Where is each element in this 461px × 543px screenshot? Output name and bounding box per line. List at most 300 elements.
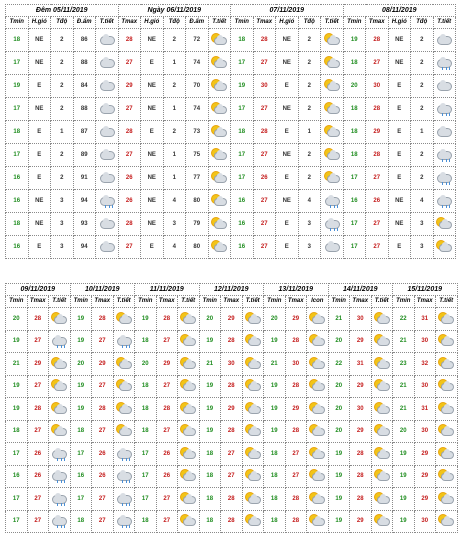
value-cell: 77: [186, 167, 209, 190]
column-header: Tmax: [118, 17, 141, 29]
value-cell: 18: [343, 98, 366, 121]
weather-cell: [113, 443, 135, 466]
table-row: [6, 330, 458, 353]
weather-icon: [436, 171, 452, 185]
value-cell: 18: [6, 213, 29, 236]
value-cell: 29: [350, 330, 372, 353]
weather-icon: [309, 492, 325, 506]
value-cell: 2: [51, 144, 74, 167]
value-cell: 19: [264, 420, 286, 443]
weather-icon: [438, 379, 454, 393]
weather-cell: [49, 308, 71, 331]
value-cell: 21: [199, 353, 221, 376]
forecast-table-top: [5, 4, 456, 259]
column-header: H.gió: [276, 17, 299, 29]
weather-icon: [99, 102, 115, 116]
value-cell: 27: [285, 443, 307, 466]
day-header: 14/11/2019: [328, 284, 393, 296]
weather-cell: [113, 420, 135, 443]
weather-icon: [309, 334, 325, 348]
weather-cell: [321, 236, 344, 259]
value-cell: 27: [27, 420, 49, 443]
value-cell: 89: [73, 144, 96, 167]
value-cell: 27: [27, 510, 49, 533]
value-cell: 26: [92, 443, 114, 466]
column-header: H.gió: [141, 17, 164, 29]
value-cell: 29: [414, 443, 436, 466]
weather-icon: [51, 492, 67, 506]
value-cell: 1: [298, 121, 321, 144]
value-cell: 18: [199, 488, 221, 511]
column-header: Tmin: [6, 296, 28, 308]
table-row: [6, 510, 458, 533]
value-cell: 19: [70, 398, 92, 421]
value-cell: 19: [264, 398, 286, 421]
weather-icon: [324, 148, 340, 162]
weather-icon: [438, 402, 454, 416]
value-cell: 27: [92, 375, 114, 398]
table-row: [6, 375, 458, 398]
weather-icon: [374, 424, 390, 438]
weather-icon: [436, 240, 452, 254]
table-row: [6, 29, 456, 52]
value-cell: NE: [141, 98, 164, 121]
weather-icon: [211, 79, 227, 93]
weather-icon: [374, 312, 390, 326]
value-cell: 18: [70, 420, 92, 443]
value-cell: 31: [414, 398, 436, 421]
weather-cell: [242, 488, 264, 511]
value-cell: 28: [92, 308, 114, 331]
weather-icon: [180, 469, 196, 483]
value-cell: 28: [118, 29, 141, 52]
value-cell: 94: [73, 236, 96, 259]
value-cell: 22: [328, 353, 350, 376]
value-cell: 28: [221, 510, 243, 533]
value-cell: 19: [199, 420, 221, 443]
weather-cell: [96, 121, 119, 144]
weather-cell: [242, 510, 264, 533]
value-cell: 1: [163, 98, 186, 121]
value-cell: 84: [73, 75, 96, 98]
value-cell: 26: [27, 443, 49, 466]
day-header: 12/11/2019: [199, 284, 264, 296]
value-cell: 28: [285, 488, 307, 511]
weather-cell: [307, 330, 329, 353]
weather-icon: [245, 379, 261, 393]
weather-icon: [99, 194, 115, 208]
value-cell: 19: [135, 308, 157, 331]
column-header: T.tiết: [113, 296, 135, 308]
weather-cell: [371, 465, 393, 488]
value-cell: 28: [285, 330, 307, 353]
value-cell: 28: [27, 398, 49, 421]
value-cell: 26: [253, 167, 276, 190]
weather-cell: [208, 144, 231, 167]
weather-cell: [208, 190, 231, 213]
value-cell: 29: [414, 465, 436, 488]
value-cell: 19: [328, 443, 350, 466]
value-cell: 18: [231, 121, 254, 144]
weather-cell: [307, 443, 329, 466]
value-cell: 18: [135, 375, 157, 398]
day-header: 08/11/2019: [343, 5, 456, 17]
weather-icon: [324, 56, 340, 70]
value-cell: 27: [156, 488, 178, 511]
value-cell: 28: [221, 375, 243, 398]
value-cell: 30: [253, 75, 276, 98]
value-cell: 2: [411, 144, 434, 167]
weather-cell: [307, 465, 329, 488]
value-cell: 27: [92, 330, 114, 353]
value-cell: 28: [221, 420, 243, 443]
weather-cell: [178, 443, 200, 466]
value-cell: 28: [156, 308, 178, 331]
weather-cell: [208, 75, 231, 98]
value-cell: 28: [92, 398, 114, 421]
value-cell: 26: [118, 190, 141, 213]
weather-icon: [324, 194, 340, 208]
value-cell: 19: [393, 443, 415, 466]
weather-icon: [180, 334, 196, 348]
value-cell: NE: [388, 213, 411, 236]
value-cell: 4: [163, 236, 186, 259]
value-cell: 19: [199, 398, 221, 421]
value-cell: 18: [135, 398, 157, 421]
value-cell: NE: [28, 213, 51, 236]
value-cell: 1: [163, 144, 186, 167]
value-cell: 23: [393, 353, 415, 376]
weather-icon: [116, 492, 132, 506]
column-header: Icon: [307, 296, 329, 308]
value-cell: 27: [253, 52, 276, 75]
value-cell: 18: [70, 510, 92, 533]
value-cell: 28: [350, 488, 372, 511]
value-cell: 30: [350, 398, 372, 421]
value-cell: 70: [186, 75, 209, 98]
column-header: T.tiết: [178, 296, 200, 308]
value-cell: NE: [276, 144, 299, 167]
weather-icon: [99, 79, 115, 93]
value-cell: 74: [186, 98, 209, 121]
value-cell: 16: [6, 190, 29, 213]
weather-icon: [116, 402, 132, 416]
value-cell: 2: [411, 98, 434, 121]
weather-cell: [307, 488, 329, 511]
value-cell: 27: [221, 465, 243, 488]
value-cell: 29: [414, 488, 436, 511]
value-cell: E: [276, 213, 299, 236]
value-cell: 87: [73, 121, 96, 144]
weather-cell: [436, 488, 458, 511]
weather-cell: [436, 443, 458, 466]
value-cell: E: [276, 236, 299, 259]
value-cell: 27: [156, 375, 178, 398]
weather-cell: [113, 510, 135, 533]
value-cell: 16: [70, 465, 92, 488]
weather-cell: [242, 353, 264, 376]
value-cell: 28: [221, 330, 243, 353]
value-cell: 2: [411, 29, 434, 52]
value-cell: 29: [156, 353, 178, 376]
weather-cell: [49, 420, 71, 443]
value-cell: 17: [231, 98, 254, 121]
value-cell: 17: [6, 52, 29, 75]
value-cell: NE: [388, 52, 411, 75]
value-cell: 21: [393, 330, 415, 353]
weather-cell: [433, 75, 456, 98]
value-cell: 28: [253, 121, 276, 144]
value-cell: 18: [264, 510, 286, 533]
weather-icon: [116, 447, 132, 461]
weather-cell: [321, 190, 344, 213]
value-cell: 16: [6, 465, 28, 488]
value-cell: 2: [51, 167, 74, 190]
value-cell: E: [141, 121, 164, 144]
value-cell: E: [388, 75, 411, 98]
value-cell: 27: [27, 488, 49, 511]
value-cell: 27: [253, 190, 276, 213]
column-header: Tmax: [414, 296, 436, 308]
value-cell: NE: [276, 98, 299, 121]
value-cell: 18: [264, 488, 286, 511]
weather-icon: [51, 447, 67, 461]
weather-icon: [180, 357, 196, 371]
weather-cell: [371, 510, 393, 533]
table-row: [6, 98, 456, 121]
value-cell: 17: [231, 52, 254, 75]
value-cell: 29: [221, 398, 243, 421]
value-cell: 28: [221, 488, 243, 511]
weather-icon: [116, 312, 132, 326]
value-cell: 3: [298, 236, 321, 259]
value-cell: 17: [231, 144, 254, 167]
weather-icon: [116, 424, 132, 438]
column-header: Tmin: [6, 17, 29, 29]
value-cell: 19: [70, 330, 92, 353]
weather-cell: [371, 353, 393, 376]
value-cell: NE: [28, 98, 51, 121]
weather-cell: [242, 398, 264, 421]
value-cell: 2: [51, 29, 74, 52]
value-cell: NE: [141, 75, 164, 98]
weather-cell: [321, 167, 344, 190]
value-cell: 19: [70, 308, 92, 331]
value-cell: 27: [253, 144, 276, 167]
table-row: [6, 75, 456, 98]
value-cell: 28: [285, 510, 307, 533]
weather-icon: [211, 217, 227, 231]
table-row: [6, 144, 456, 167]
value-cell: 26: [118, 167, 141, 190]
value-cell: 27: [156, 510, 178, 533]
weather-cell: [307, 375, 329, 398]
weather-cell: [371, 443, 393, 466]
value-cell: 1: [411, 121, 434, 144]
value-cell: NE: [141, 213, 164, 236]
table-row: [6, 121, 456, 144]
value-cell: 28: [366, 144, 389, 167]
value-cell: 75: [186, 144, 209, 167]
table-row: [6, 308, 458, 331]
value-cell: 29: [350, 420, 372, 443]
value-cell: 32: [414, 353, 436, 376]
weather-icon: [374, 379, 390, 393]
value-cell: 27: [221, 443, 243, 466]
value-cell: 30: [221, 353, 243, 376]
value-cell: 2: [51, 75, 74, 98]
weather-icon: [211, 102, 227, 116]
value-cell: E: [141, 236, 164, 259]
weather-cell: [178, 488, 200, 511]
value-cell: 18: [135, 420, 157, 443]
weather-cell: [96, 144, 119, 167]
value-cell: 30: [414, 510, 436, 533]
weather-icon: [324, 102, 340, 116]
value-cell: 28: [350, 465, 372, 488]
weather-icon: [211, 148, 227, 162]
value-cell: 17: [343, 213, 366, 236]
value-cell: 16: [343, 190, 366, 213]
weather-icon: [180, 402, 196, 416]
value-cell: 18: [343, 52, 366, 75]
weather-icon: [374, 492, 390, 506]
value-cell: 19: [6, 75, 29, 98]
weather-icon: [309, 402, 325, 416]
weather-cell: [307, 510, 329, 533]
weather-icon: [436, 102, 452, 116]
weather-icon: [324, 240, 340, 254]
weather-cell: [242, 443, 264, 466]
column-header: Tmin: [135, 296, 157, 308]
weather-icon: [309, 469, 325, 483]
weather-icon: [211, 194, 227, 208]
value-cell: 26: [156, 443, 178, 466]
value-cell: 17: [343, 236, 366, 259]
column-header: Tmax: [253, 17, 276, 29]
weather-cell: [49, 330, 71, 353]
value-cell: 27: [118, 144, 141, 167]
value-cell: 88: [73, 52, 96, 75]
value-cell: 19: [6, 330, 28, 353]
value-cell: 88: [73, 98, 96, 121]
value-cell: 26: [27, 465, 49, 488]
value-cell: 72: [186, 29, 209, 52]
value-cell: 94: [73, 190, 96, 213]
weather-cell: [113, 308, 135, 331]
value-cell: 19: [6, 398, 28, 421]
weather-icon: [309, 514, 325, 528]
value-cell: 27: [156, 330, 178, 353]
weather-icon: [436, 194, 452, 208]
value-cell: 17: [343, 167, 366, 190]
value-cell: 17: [231, 167, 254, 190]
column-header: Tmin: [231, 17, 254, 29]
weather-cell: [436, 420, 458, 443]
weather-cell: [433, 236, 456, 259]
weather-icon: [374, 469, 390, 483]
value-cell: 27: [27, 375, 49, 398]
weather-cell: [321, 52, 344, 75]
value-cell: 20: [328, 375, 350, 398]
value-cell: 21: [328, 308, 350, 331]
value-cell: 26: [92, 465, 114, 488]
weather-cell: [242, 465, 264, 488]
weather-icon: [51, 424, 67, 438]
weather-cell: [96, 75, 119, 98]
value-cell: 73: [186, 121, 209, 144]
column-header: Tđộ: [51, 17, 74, 29]
value-cell: 19: [199, 330, 221, 353]
value-cell: NE: [141, 144, 164, 167]
value-cell: 29: [366, 121, 389, 144]
value-cell: 18: [199, 465, 221, 488]
weather-cell: [208, 121, 231, 144]
weather-icon: [180, 424, 196, 438]
table-row: [6, 353, 458, 376]
value-cell: 3: [411, 236, 434, 259]
weather-cell: [433, 98, 456, 121]
weather-cell: [433, 167, 456, 190]
value-cell: 20: [328, 420, 350, 443]
weather-cell: [96, 213, 119, 236]
value-cell: 19: [70, 375, 92, 398]
value-cell: 3: [51, 190, 74, 213]
day-header: 10/11/2019: [70, 284, 135, 296]
day-header: 15/11/2019: [393, 284, 458, 296]
weather-icon: [211, 56, 227, 70]
weather-icon: [180, 312, 196, 326]
weather-cell: [436, 375, 458, 398]
value-cell: 86: [73, 29, 96, 52]
value-cell: NE: [276, 29, 299, 52]
weather-cell: [321, 121, 344, 144]
weather-icon: [438, 447, 454, 461]
weather-cell: [321, 29, 344, 52]
value-cell: 1: [163, 52, 186, 75]
value-cell: 21: [393, 398, 415, 421]
value-cell: 16: [6, 236, 29, 259]
value-cell: 18: [343, 121, 366, 144]
value-cell: 26: [156, 465, 178, 488]
column-header: T.tiết: [96, 17, 119, 29]
weather-cell: [113, 375, 135, 398]
weather-icon: [309, 357, 325, 371]
value-cell: 20: [343, 75, 366, 98]
weather-cell: [433, 144, 456, 167]
weather-cell: [49, 443, 71, 466]
column-header: T.tiết: [208, 17, 231, 29]
value-cell: 17: [70, 488, 92, 511]
value-cell: 19: [6, 375, 28, 398]
weather-cell: [307, 353, 329, 376]
value-cell: 18: [6, 420, 28, 443]
weather-icon: [99, 171, 115, 185]
weather-cell: [433, 121, 456, 144]
value-cell: 17: [135, 465, 157, 488]
value-cell: 17: [135, 443, 157, 466]
weather-icon: [245, 469, 261, 483]
weather-icon: [438, 424, 454, 438]
value-cell: 19: [343, 29, 366, 52]
weather-cell: [321, 75, 344, 98]
weather-icon: [180, 379, 196, 393]
weather-icon: [324, 125, 340, 139]
weather-cell: [178, 353, 200, 376]
value-cell: 2: [298, 29, 321, 52]
weather-icon: [245, 312, 261, 326]
value-cell: 27: [253, 213, 276, 236]
